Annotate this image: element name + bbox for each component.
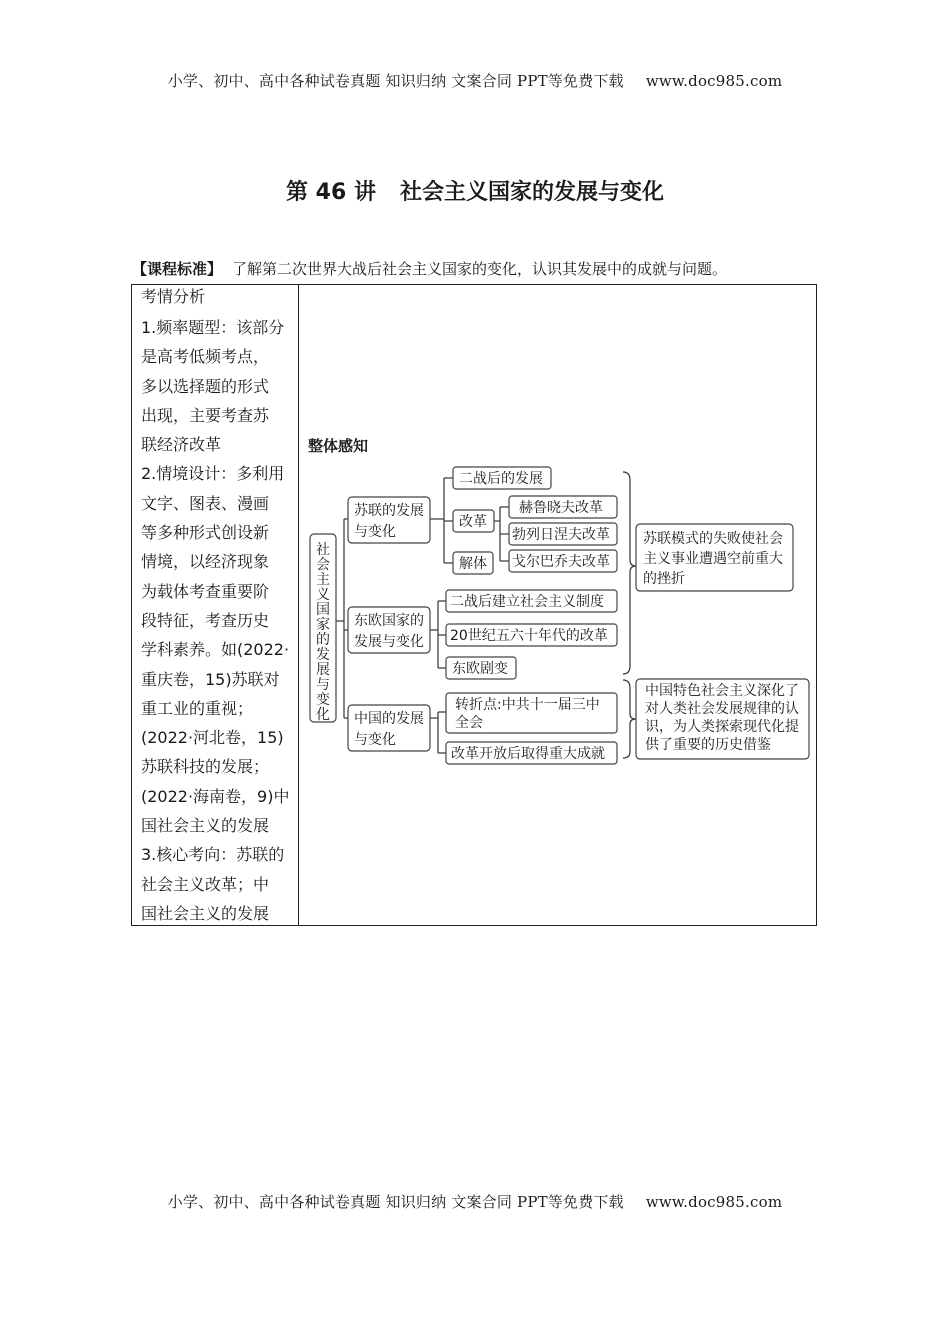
footer-url[interactable]: www.doc985.com [645, 1193, 783, 1211]
exam-analysis-line: 3.核心考向：苏联的 [141, 845, 285, 865]
root-char: 展 [316, 662, 330, 678]
china-conclusion-1: 中国特色社会主义深化了 [645, 683, 799, 699]
root-char: 会 [316, 557, 330, 573]
root-char: 国 [316, 602, 330, 618]
root-char: 发 [316, 647, 330, 663]
china-label-2: 与变化 [354, 732, 396, 748]
exam-analysis-line: 出现，主要考查苏 [141, 405, 270, 425]
exam-analysis-line: 等多种形式创设新 [141, 523, 270, 543]
page-footer [0, 1191, 950, 1212]
ee-item-2-label: 20世纪五六十年代的改革 [450, 628, 608, 644]
east-europe-label-2: 发展与变化 [354, 634, 424, 650]
ee-item-3-label: 东欧剧变 [452, 661, 508, 677]
reform-label: 改革 [459, 514, 487, 530]
china-conclusion-4: 供了重要的历史借鉴 [645, 737, 771, 753]
root-char: 家 [316, 617, 330, 633]
course-standard-label: 【课程标准】 [132, 260, 223, 278]
concept-map-heading: 整体感知 [308, 437, 369, 455]
soviet-label-2: 与变化 [354, 524, 396, 540]
china-conclusion-2: 对人类社会发展规律的认 [645, 701, 799, 717]
exam-analysis-line: 联经济改革 [141, 435, 222, 455]
east-europe-label-1: 东欧国家的 [354, 613, 424, 629]
root-char: 化 [316, 707, 330, 723]
root-char: 社 [316, 542, 330, 558]
exam-analysis-line: 情境，以经济现象 [141, 552, 270, 572]
header-url[interactable]: www.doc985.com [645, 72, 783, 90]
course-standard-text: 了解第二次世界大战后社会主义国家的变化，认识其发展中的成就与问题。 [232, 260, 728, 278]
gorbachev-label: 戈尔巴乔夫改革 [512, 554, 610, 570]
exam-analysis-line: 国社会主义的发展 [141, 903, 270, 923]
header-text: 小学、初中、高中各种试卷真题 知识归纳 文案合同 PPT等免费下载 [167, 72, 624, 90]
root-char: 主 [316, 572, 330, 588]
exam-analysis-line: 文字、图表、漫画 [141, 493, 270, 513]
exam-analysis-line: 是高考低频考点， [141, 347, 270, 367]
postwar-label: 二战后的发展 [459, 471, 543, 487]
collapse-label: 解体 [459, 556, 487, 572]
turning-point-label-1: 转折点:中共十一届三中 [455, 697, 600, 713]
ee-item-1-label: 二战后建立社会主义制度 [450, 594, 604, 610]
lesson-number: 第 46 讲 [286, 180, 376, 205]
soviet-conclusion-1: 苏联模式的失败使社会 [643, 531, 783, 547]
turning-point-label-2: 全会 [455, 715, 483, 731]
exam-analysis-line: 多以选择题的形式 [141, 376, 270, 396]
exam-analysis-line: 苏联科技的发展； [141, 757, 270, 777]
china-label-1: 中国的发展 [354, 711, 424, 727]
soviet-conclusion-3: 的挫折 [643, 571, 685, 587]
exam-analysis-line: 1.频率题型：该部分 [141, 318, 285, 337]
achievement-label: 改革开放后取得重大成就 [451, 746, 605, 762]
exam-analysis-heading: 考情分析 [141, 287, 206, 306]
exam-analysis-line: 为载体考查重要阶 [141, 581, 270, 601]
root-char: 的 [316, 632, 330, 648]
root-label [316, 542, 330, 723]
root-char: 变 [316, 692, 330, 708]
exam-analysis-line: 国社会主义的发展 [141, 816, 270, 836]
soviet-conclusion-2: 主义事业遭遇空前重大 [643, 551, 783, 567]
exam-analysis-line: 社会主义改革；中 [141, 874, 270, 894]
root-char: 义 [316, 587, 330, 603]
exam-analysis-line: 学科素养。如(2022· [141, 640, 290, 660]
china-conclusion-3: 识，为人类探索现代化提 [645, 719, 799, 735]
exam-analysis-line: (2022·河北卷，15) [141, 728, 284, 748]
footer-text: 小学、初中、高中各种试卷真题 知识归纳 文案合同 PPT等免费下载 [167, 1193, 624, 1211]
soviet-label-1: 苏联的发展 [354, 503, 424, 519]
lesson-topic: 社会主义国家的发展与变化 [399, 180, 664, 205]
brezhnev-label: 勃列日涅夫改革 [512, 527, 610, 543]
exam-analysis-line: 段特征，考查历史 [141, 610, 270, 630]
exam-analysis-line: 2.情境设计：多利用 [141, 464, 285, 484]
exam-analysis-line: (2022·海南卷，9)中 [141, 786, 290, 806]
exam-analysis-line: 重庆卷，15)苏联对 [141, 669, 280, 689]
khrushchev-label: 赫鲁晓夫改革 [519, 500, 603, 516]
root-char: 与 [316, 677, 330, 693]
exam-analysis-line: 重工业的重视； [141, 698, 254, 718]
